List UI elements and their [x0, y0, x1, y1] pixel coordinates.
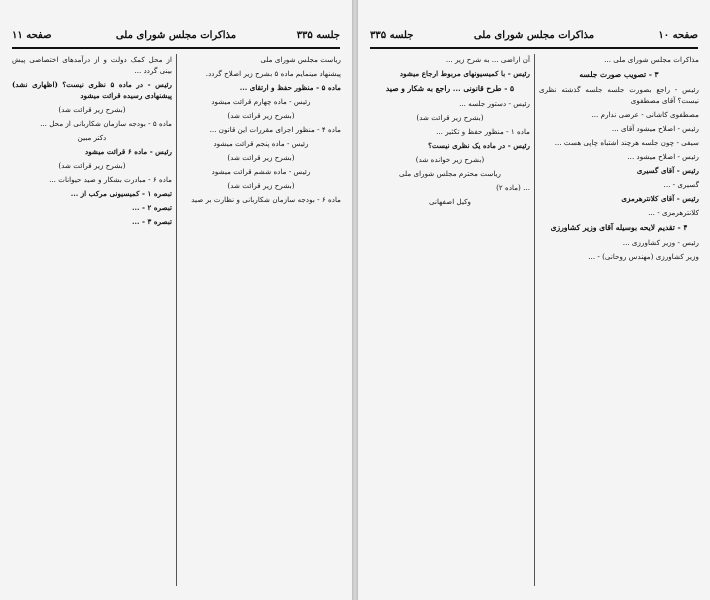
paragraph: ماده ۴ - منظور اجرای مقررات این قانون ... [209, 125, 341, 134]
paragraph: گسیری - ... [663, 180, 699, 189]
paragraph: مصطفوی کاشانی - عرضی ندارم ... [591, 110, 699, 119]
paragraph: رئیس - اصلاح میشود آقای ... [611, 124, 699, 133]
paragraph: (بشرح زیر قرائت شد) [416, 113, 484, 122]
paragraph: تبصره ۲ - ... [131, 203, 172, 212]
paragraph: رئیس - وزیر کشاورزی ... [622, 238, 699, 247]
paragraph: ماده ۵ - بودجه سازمان شکاربانی از محل ... [40, 119, 172, 128]
right-page-title: مذاکرات مجلس شورای ملی [473, 30, 595, 41]
right-page-session: جلسه ۳۳۵ [370, 30, 414, 41]
paragraph: آن اراضی ... به شرح زیر ... [445, 55, 530, 64]
paragraph: رئیس - ماده ششم قرائت میشود [211, 167, 311, 176]
paragraph: از محل کمک دولت و از درآمدهای اختصاصی پیش بینی گردد ... [12, 55, 172, 75]
right-page [358, 0, 710, 600]
paragraph: (بشرح زیر قرائت شد) [227, 111, 295, 120]
paragraph: وکیل اصفهانی [428, 197, 472, 206]
right-page-column-divider [534, 54, 535, 586]
paragraph: رئیس - با کمیسیونهای مربوط ارجاع میشود [399, 69, 530, 78]
paragraph: ۳ - تصویب صورت جلسه [579, 70, 659, 79]
paragraph: ماده ۵ - منظور حفظ و ارتقای ... [239, 83, 341, 92]
right-header-rule [370, 47, 698, 49]
paragraph: وزیر کشاورزی (مهندس روحانی) - ... [588, 252, 699, 261]
paragraph: (بشرح زیر قرائت شد) [227, 181, 295, 190]
left-page-column-divider [176, 54, 177, 586]
left-page-session: جلسه ۳۳۵ [296, 30, 340, 41]
left-header-rule [12, 47, 340, 49]
paragraph: تبصره ۳ - ... [131, 217, 172, 226]
paragraph: کلانترهرمزی - ... [648, 208, 699, 217]
paragraph: رئیس - دستور جلسه ... [459, 99, 530, 108]
left-page-column-right [181, 54, 341, 590]
paragraph: (بشرح زیر قرائت شد) [58, 105, 126, 114]
paragraph: ریاست مجلس شورای ملی [260, 55, 341, 64]
paragraph: ۵ - طرح قانونی ... راجع به شکار و صید [385, 84, 515, 93]
left-page-title: مذاکرات مجلس شورای ملی [115, 30, 237, 41]
paragraph: ماده ۱ - منظور حفظ و تکثیر ... [436, 127, 530, 136]
paragraph: رئیس - در ماده ۵ نظری نیست؟ (اظهاری نشد) پیشنهادی رسیده قرائت میشود [12, 80, 172, 100]
paragraph: رئیس - راجع بصورت جلسه جلسه گذشته نظری نیست؟ آقای مصطفوی [539, 85, 699, 105]
paragraph: رئیس - آقای کلانترهرمزی [621, 194, 699, 203]
right-page-header [370, 30, 698, 46]
paragraph: (بشرح زیر خوانده شد) [415, 155, 485, 164]
paragraph: پیشنهاد مینمایم ماده ۵ بشرح زیر اصلاح گردد. [205, 69, 341, 78]
left-page-number: صفحه ۱۱ [12, 30, 52, 41]
left-page-header [12, 30, 340, 46]
paragraph: (بشرح زیر قرائت شد) [227, 153, 295, 162]
paragraph: سیفی - چون جلسه هرچند اشتباه چاپی هست ... [554, 138, 699, 147]
paragraph: ریاست محترم مجلس شورای ملی [398, 169, 502, 178]
paragraph: رئیس - اصلاح میشود ... [627, 152, 699, 161]
paragraph: رئیس - ماده چهارم قرائت میشود [211, 97, 311, 106]
right-page-column-right [539, 54, 699, 590]
paragraph: ماده ۶ - بودجه سازمان شکاربانی و نظارت بر صید [191, 195, 341, 204]
paragraph: ماده ۶ - مبادرت بشکار و صید حیوانات ... [49, 175, 172, 184]
paragraph: رئیس - آقای گسیری [636, 166, 699, 175]
right-page-column-left [370, 54, 530, 590]
left-page-column-left [12, 54, 172, 590]
paragraph: رئیس - ماده پنجم قرائت میشود [213, 139, 309, 148]
left-page [0, 0, 352, 600]
paragraph: رئیس - ماده ۶ قرائت میشود [85, 147, 172, 156]
paragraph: ۴ - تقدیم لایحه بوسیله آقای وزیر کشاورزی [550, 223, 688, 232]
paragraph: (بشرح زیر قرائت شد) [58, 161, 126, 170]
paragraph: تبصره ۱ - کمیسیونی مرکب از ... [70, 189, 172, 198]
right-page-number: صفحه ۱۰ [658, 30, 698, 41]
paragraph: ... (ماده ۲) [496, 183, 530, 192]
paragraph: مذاکرات مجلس شورای ملی ... [604, 55, 699, 64]
paragraph: دکتر مبین [77, 133, 107, 142]
paragraph: رئیس - در ماده یک نظری نیست؟ [428, 141, 530, 150]
